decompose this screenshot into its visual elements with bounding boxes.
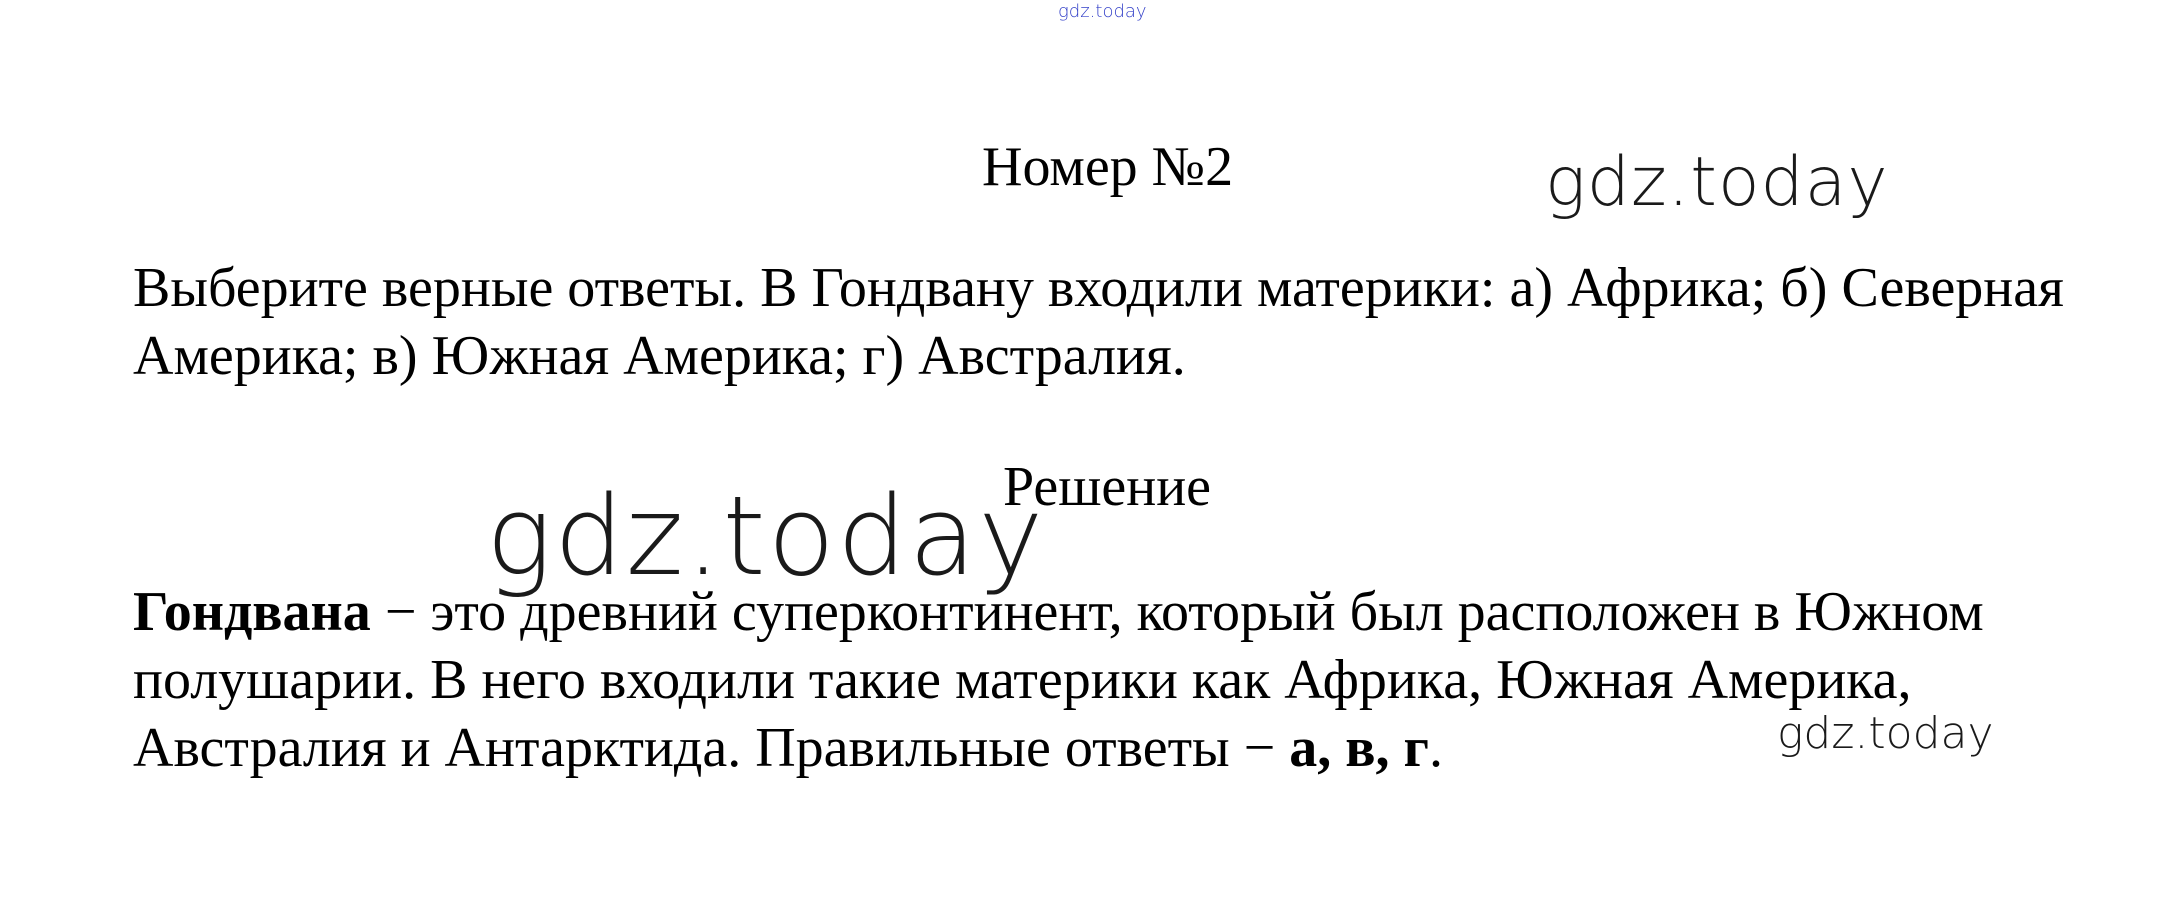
solution-heading: Решение bbox=[1003, 456, 1212, 518]
watermark-top: gdz.today bbox=[1058, 1, 1147, 22]
watermark-bottom: gdz.today bbox=[1777, 708, 1994, 759]
watermark-right: gdz.today bbox=[1545, 143, 1889, 222]
answer-correct: а, в, г bbox=[1289, 717, 1429, 779]
watermark-middle: gdz.today bbox=[486, 472, 1046, 600]
answer-body: − это древний суперконтинент, который был расположен в Южном полушарии. В него входили такие материки как Африка, Южная Америка, Австралия и Антарктида. Правильные ответы − bbox=[133, 581, 1984, 779]
question-text: Выберите верные ответы. В Гондвану входили материки: а) Африка; б) Северная Америка; в) Южная Америка; г) Австралия. bbox=[133, 257, 2064, 387]
answer-end: . bbox=[1428, 717, 1443, 779]
answer-term: Гондвана bbox=[133, 581, 371, 643]
page-title: Номер №2 bbox=[982, 136, 1234, 198]
